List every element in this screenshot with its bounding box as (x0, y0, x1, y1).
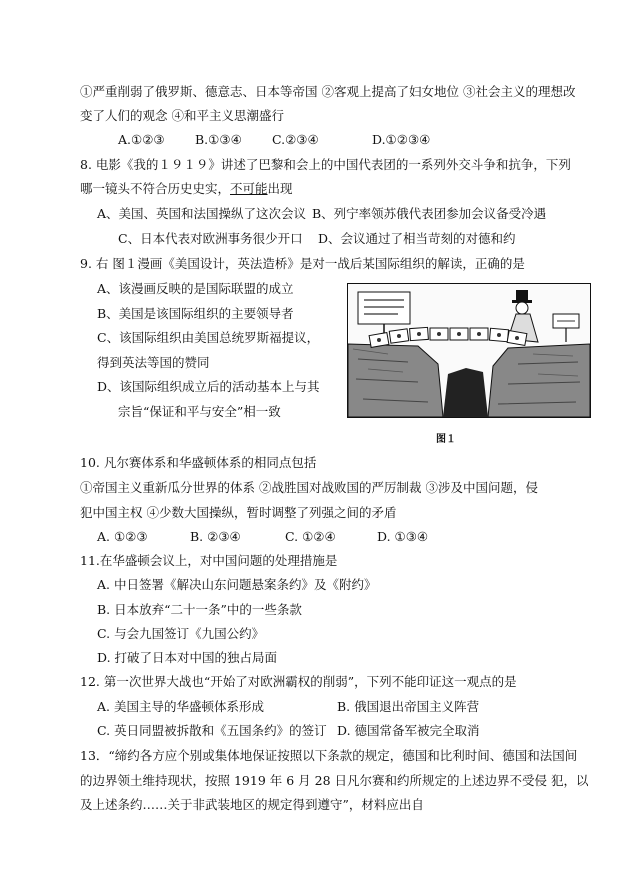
cartoon-drawing (348, 284, 590, 417)
q12-choice-d: D. 德国常备军被完全取消 (337, 723, 480, 738)
q10-choice-d: D. ①③④ (377, 529, 429, 544)
q13-line2: 的边界领土维持现状，按照 1919 年 6 月 28 日凡尔赛和约所规定的上述边界不受侵 犯，以 (80, 773, 589, 788)
q10-stem: 10. 凡尔赛体系和华盛顿体系的相同点包括 (80, 455, 317, 470)
cartoon-figure (347, 283, 591, 418)
figure-caption: 图１ (436, 434, 456, 445)
q13-line1: 13．“缔约各方应个别或集体地保证按照以下条款的规定，德国和比利时间、德国和法国间 (80, 748, 578, 763)
q11-choice-b: B. 日本放弃“二十一条”中的一些条款 (97, 602, 302, 617)
q10-choice-b: B. ②③④ (190, 529, 241, 544)
q7-choice-a: A.①②③ (118, 132, 165, 147)
q9-choice-d-line2: 宗旨“保证和平与安全”相一致 (118, 404, 281, 419)
q8-stem-underlined: 不可能 (230, 181, 268, 196)
q11-choice-d: D. 打破了日本对中国的独占局面 (97, 650, 278, 665)
q11-stem: 11.在华盛顿会议上，对中国问题的处理措施是 (80, 553, 338, 568)
q8-stem-text-a: 哪一镜头不符合历史史实， (80, 181, 231, 196)
q9-choice-b: B、美国是该国际组织的主要领导者 (97, 306, 294, 321)
q13-line3: 及上述条约……关于非武装地区的规定得到遵守”，材料应出自 (80, 797, 424, 812)
q11-choice-c: C. 与会九国签订《九国公约》 (97, 626, 265, 641)
q12-choice-a: A. 美国主导的华盛顿体系形成 (97, 699, 264, 714)
q9-choice-c-line2: 得到英法等国的赞同 (97, 355, 210, 370)
q8-choice-a: A、美国、英国和法国操纵了这次会议 (97, 206, 307, 221)
q10-choice-a: A. ①②③ (97, 529, 148, 544)
q10-option-line2: 犯中国主权 ④少数大国操纵，暂时调整了列强之间的矛盾 (80, 505, 397, 520)
q9-choice-d-line1: D、该国际组织成立后的活动基本上与其 (97, 379, 320, 394)
q11-choice-a: A. 中日签署《解决山东问题悬案条约》及《附约》 (97, 577, 377, 592)
q7-option-text-line2: 变了人们的观念 ④和平主义思潮盛行 (80, 108, 284, 123)
q10-choice-c: C. ①②④ (285, 529, 336, 544)
q8-choice-b: B、列宁率领苏俄代表团参加会议备受冷遇 (312, 206, 547, 221)
q8-choice-c: C、日本代表对欧洲事务很少开口 (118, 231, 303, 246)
q7-option-text-line1: ①严重削弱了俄罗斯、德意志、日本等帝国 ②客观上提高了妇女地位 ③社会主义的理想改 (80, 84, 576, 99)
q9-stem: 9. 右 图１漫画《美国设计，英法造桥》是对一战后某国际组织的解读，正确的是 (80, 256, 525, 271)
q7-choice-c: C.②③④ (272, 132, 319, 147)
q8-choice-d: D、会议通过了相当苛刻的对德和约 (318, 231, 516, 246)
q7-choice-d: D.①②③④ (372, 132, 431, 147)
q12-choice-b: B. 俄国退出帝国主义阵营 (337, 699, 480, 714)
q8-stem-line2 (80, 181, 293, 197)
q9-choice-c-line1: C、该国际组织由美国总统罗斯福提议， (97, 330, 320, 345)
q8-stem-line1: 8. 电影《我的１９１９》讲述了巴黎和会上的中国代表团的一系列外交斗争和抗争，下列 (80, 157, 571, 172)
q10-option-line1: ①帝国主义重新瓜分世界的体系 ②战胜国对战败国的严厉制裁 ③涉及中国问题，侵 (80, 480, 538, 495)
q8-stem-text-b: 出现 (267, 181, 293, 196)
q7-choice-b: B.①③④ (195, 132, 242, 147)
q12-choice-c: C. 英日同盟被拆散和《五国条约》的签订 (97, 723, 327, 738)
q12-stem: 12. 第一次世界大战也“开始了对欧洲霸权的削弱”，下列不能印证这一观点的是 (80, 674, 517, 689)
q9-choice-a: A、该漫画反映的是国际联盟的成立 (97, 281, 294, 296)
